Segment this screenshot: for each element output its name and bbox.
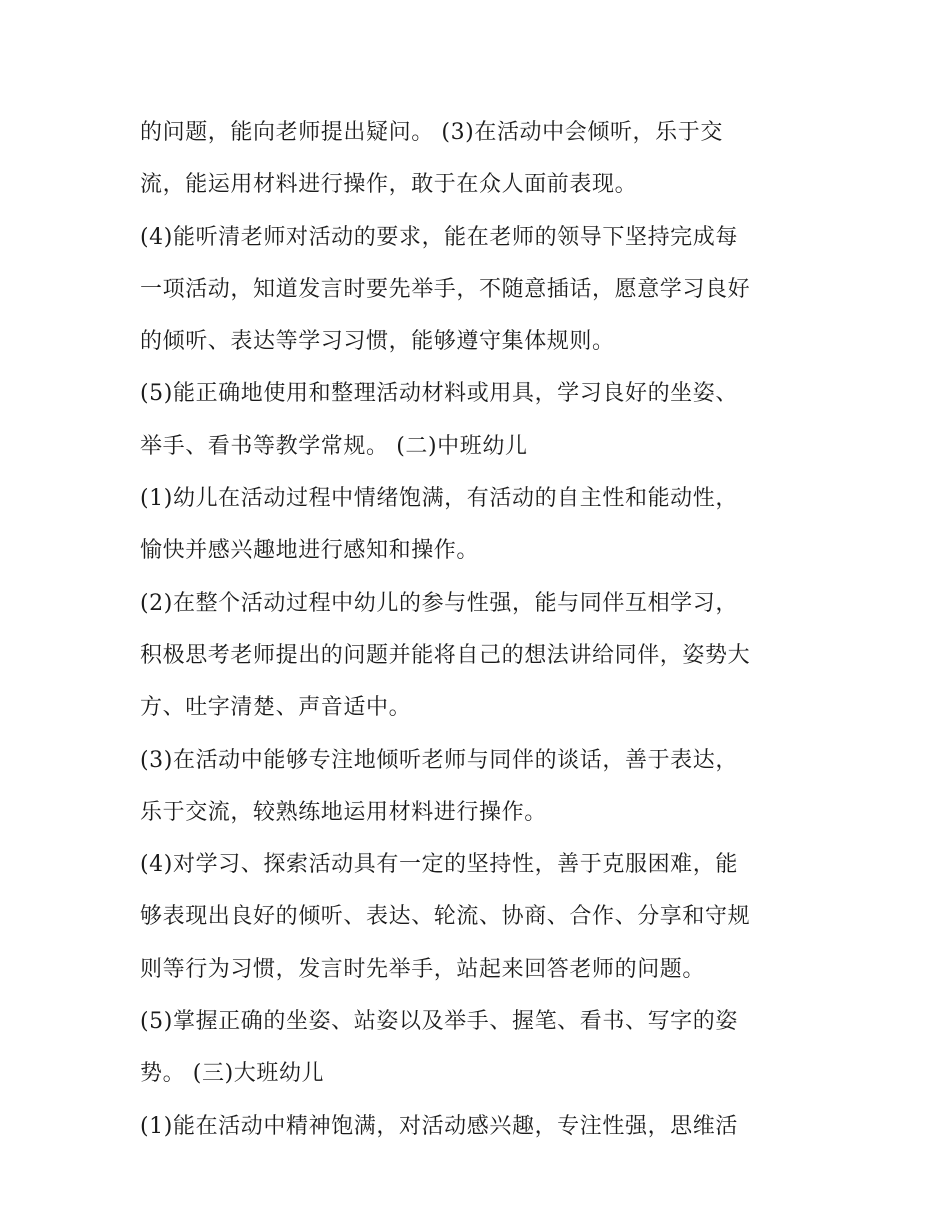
text-line: 够表现出良好的倾听、表达、轮流、协商、合作、分享和守规 <box>140 904 751 930</box>
text-line: 的倾听、表达等学习习惯，能够遵守集体规则。 <box>140 329 615 355</box>
text-line: (3)在活动中能够专注地倾听老师与同伴的谈话，善于表达， <box>140 747 738 773</box>
text-line: (4)能听清老师对活动的要求，能在老师的领导下坚持完成每 <box>140 224 738 250</box>
text-line: (5)能正确地使用和整理活动材料或用具，学习良好的坐姿、 <box>140 381 738 407</box>
text-line: 则等行为习惯，发言时先举手，站起来回答老师的问题。 <box>140 956 706 982</box>
text-line: (1)能在活动中精神饱满，对活动感兴趣，专注性强，思维活 <box>140 1113 738 1139</box>
text-line: 流，能运用材料进行操作，敢于在众人面前表现。 <box>140 172 638 198</box>
text-line: 势。 (三)大班幼儿 <box>140 1061 325 1087</box>
text-line: 一项活动，知道发言时要先举手，不随意插话，愿意学习良好 <box>140 276 751 302</box>
text-line: 举手、看书等教学常规。 (二)中班幼儿 <box>140 433 528 459</box>
text-line: 愉快并感兴趣地进行感知和操作。 <box>140 538 480 564</box>
text-line: (2)在整个活动过程中幼儿的参与性强，能与同伴互相学习， <box>140 590 738 616</box>
document-body <box>140 107 830 1153</box>
text-line: (1)幼儿在活动过程中情绪饱满，有活动的自主性和能动性， <box>140 486 738 512</box>
text-line: 的问题，能向老师提出疑问。 (3)在活动中会倾听，乐于交 <box>140 120 723 145</box>
text-line: 积极思考老师提出的问题并能将自己的想法讲给同伴，姿势大 <box>140 642 751 668</box>
text-line: (5)掌握正确的坐姿、站姿以及举手、握笔、看书、写字的姿 <box>140 1009 738 1035</box>
text-line: 方、吐字清楚、声音适中。 <box>140 695 412 721</box>
text-line: (4)对学习、探索活动具有一定的坚持性，善于克服困难，能 <box>140 852 738 878</box>
text-line: 乐于交流，较熟练地运用材料进行操作。 <box>140 799 547 825</box>
